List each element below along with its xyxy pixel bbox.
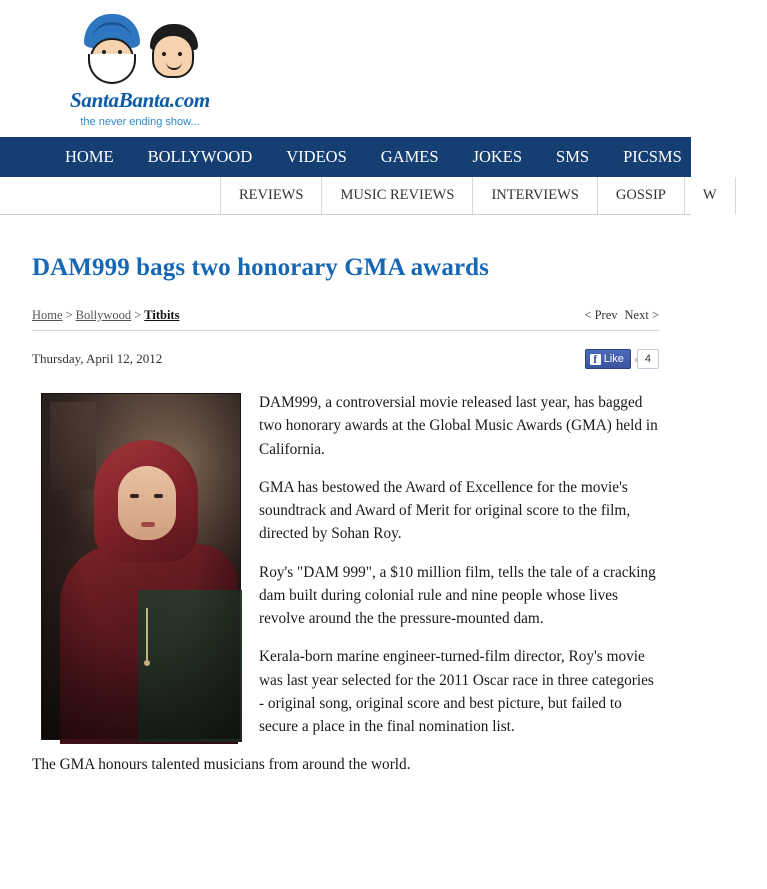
next-link[interactable]: Next >: [624, 308, 659, 322]
nav-item-jokes[interactable]: JOKES: [472, 147, 523, 166]
article-body: [32, 391, 659, 777]
facebook-like-count: 4: [637, 349, 659, 369]
subnav-item-music-reviews[interactable]: MUSIC REVIEWS: [321, 177, 472, 214]
nav-item-picsms[interactable]: PICSMS: [623, 147, 682, 166]
breadcrumb-home[interactable]: Home: [32, 308, 63, 322]
breadcrumb-bollywood[interactable]: Bollywood: [75, 308, 132, 322]
banta-face-shape: [152, 34, 194, 78]
article-paragraph: The GMA honours talented musicians from around the world.: [32, 756, 411, 774]
breadcrumb-separator-2: >: [134, 308, 142, 322]
site-logo[interactable]: [45, 8, 235, 128]
santa-eye-right: [118, 50, 122, 54]
subnav-item-interviews[interactable]: INTERVIEWS: [472, 177, 596, 214]
article-container: [0, 254, 691, 777]
breadcrumb-separator-1: >: [65, 308, 73, 322]
breadcrumb-row: [32, 308, 659, 331]
banta-eye-left: [162, 52, 166, 56]
article-paragraph: Roy's "DAM 999", a $10 million film, tells the tale of a cracking dam built during colonial rule and nine people whose lives revolve around the the pressure-mounted dam.: [259, 563, 656, 627]
breadcrumb-current: Titbits: [144, 308, 180, 322]
facebook-icon: f: [590, 354, 601, 365]
publish-date: Thursday, April 12, 2012: [32, 351, 163, 366]
article-paragraph: DAM999, a controversial movie released last year, has bagged two honorary awards at the Global Music Awards (GMA) held in California.: [259, 394, 658, 458]
article-meta-row: [32, 349, 659, 369]
page-title: DAM999 bags two honorary GMA awards: [32, 254, 489, 281]
nav-item-games[interactable]: GAMES: [380, 147, 439, 166]
site-header: [0, 0, 691, 137]
subnav-item-more[interactable]: W: [684, 177, 736, 214]
prev-link[interactable]: < Prev: [584, 308, 618, 322]
nav-item-videos[interactable]: VIDEOS: [286, 147, 347, 166]
nav-item-bollywood[interactable]: BOLLYWOOD: [147, 147, 253, 166]
article-photo: [41, 393, 241, 740]
secondary-navigation: [0, 177, 717, 215]
cartoon-faces-logo-icon: [80, 8, 200, 86]
site-tagline: the never ending show...: [80, 116, 200, 128]
site-logo-text: SantaBanta.com: [70, 88, 210, 112]
nav-item-sms[interactable]: SMS: [556, 147, 590, 166]
facebook-like-label: Like: [603, 353, 624, 365]
article-paragraph: Kerala-born marine engineer-turned-film director, Roy's movie was last year selected for the 2011 Oscar race in three categories - original song, original score and best picture, but failed to secure a place in the final nomination list.: [259, 648, 654, 735]
santa-eye-left: [102, 50, 106, 54]
beard-shape: [88, 54, 136, 84]
subnav-item-reviews[interactable]: REVIEWS: [220, 177, 321, 214]
article-paragraph: GMA has bestowed the Award of Excellence for the movie's soundtrack and Award of Merit for original score to the film, directed by Sohan Roy.: [259, 478, 631, 543]
primary-navigation: [0, 137, 750, 177]
photo-vignette: [42, 394, 240, 739]
nav-item-gallery[interactable]: GAL: [715, 147, 750, 166]
facebook-like-button[interactable]: [585, 349, 631, 369]
subnav-item-gossip[interactable]: GOSSIP: [597, 177, 684, 214]
nav-item-home[interactable]: HOME: [65, 147, 114, 166]
breadcrumb: [32, 308, 179, 323]
facebook-like-widget: [585, 349, 659, 369]
article-pager: [584, 308, 659, 323]
banta-eye-right: [178, 52, 182, 56]
